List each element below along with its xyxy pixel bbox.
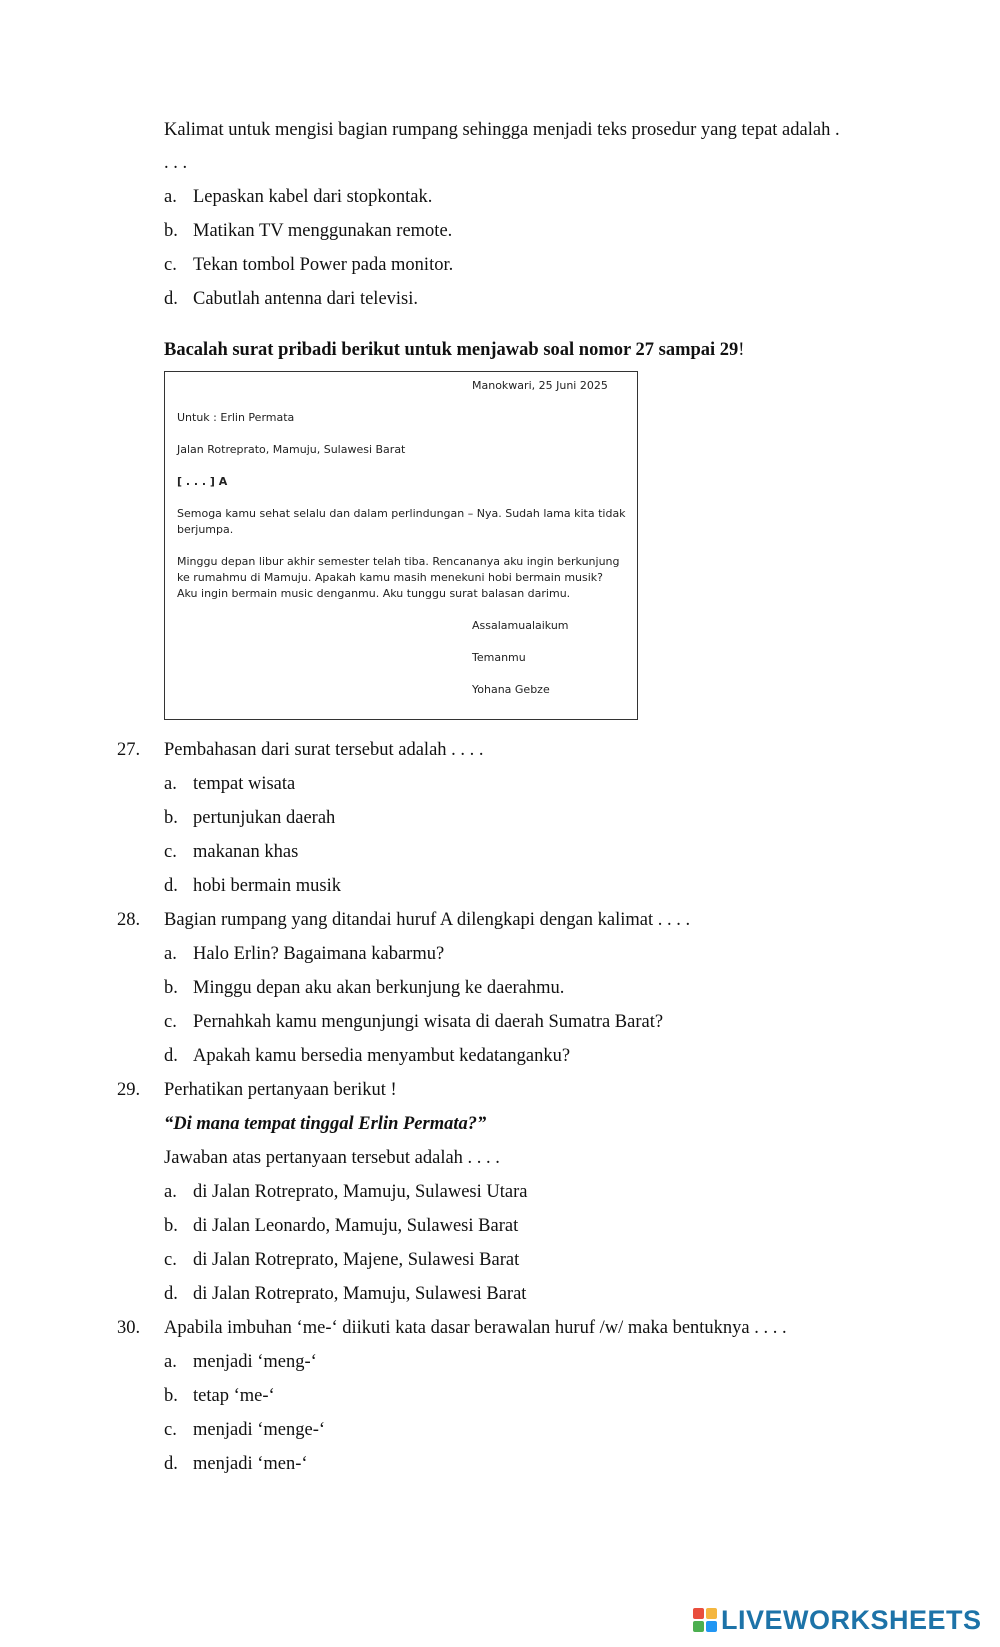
q27-option-b[interactable]: b. pertunjukan daerah: [164, 808, 336, 828]
question-text: Perhatikan pertanyaan berikut !: [164, 1080, 397, 1100]
liveworksheets-wordmark: LIVEWORKSHEETS: [721, 1604, 982, 1635]
q30-option-a[interactable]: a. menjadi ‘meng-‘: [164, 1352, 317, 1372]
q27-option-a[interactable]: a. tempat wisata: [164, 774, 296, 794]
letter-closing: Assalamualaikum: [472, 619, 569, 632]
letter-paragraph-1: Semoga kamu sehat selalu dan dalam perlindungan – Nya. Sudah lama kita tidak berjumpa.: [177, 507, 626, 536]
q29-option-d[interactable]: d. di Jalan Rotreprato, Mamuju, Sulawesi Barat: [164, 1284, 527, 1304]
intro-question-text: Kalimat untuk mengisi bagian rumpang sehingga menjadi teks prosedur yang tepat adalah .: [164, 120, 840, 140]
logo-square: [693, 1621, 704, 1632]
q29-option-c[interactable]: c. di Jalan Rotreprato, Majene, Sulawesi Barat: [164, 1250, 520, 1270]
letter-address: Jalan Rotreprato, Mamuju, Sulawesi Barat: [177, 443, 406, 456]
logo-square: [706, 1621, 717, 1632]
q30-option-d[interactable]: d. menjadi ‘men-‘: [164, 1454, 308, 1474]
question-number: 29.: [117, 1080, 141, 1100]
instruction: Bacalah surat pribadi berikut untuk menjawab soal nomor 27 sampai 29!: [164, 340, 745, 360]
q28-option-a[interactable]: a. Halo Erlin? Bagaimana kabarmu?: [164, 944, 445, 964]
question-number: 27.: [117, 740, 141, 760]
q28-option-d[interactable]: d. Apakah kamu bersedia menyambut kedatanganku?: [164, 1046, 571, 1066]
intro-option-d[interactable]: d. Cabutlah antenna dari televisi.: [164, 289, 419, 309]
logo-square: [693, 1608, 704, 1619]
logo-square: [706, 1608, 717, 1619]
letter-box: [164, 371, 638, 720]
q27-option-c[interactable]: c. makanan khas: [164, 842, 299, 862]
letter-sign-label: Temanmu: [472, 651, 526, 664]
letter-sender: Yohana Gebze: [472, 683, 550, 696]
question-subtext: Jawaban atas pertanyaan tersebut adalah . . . .: [164, 1148, 500, 1168]
liveworksheets-brand[interactable]: [693, 1605, 982, 1635]
intro-option-a[interactable]: a. Lepaskan kabel dari stopkontak.: [164, 187, 433, 207]
intro-question-cont: . . .: [164, 153, 188, 173]
question-text: Pembahasan dari surat tersebut adalah . . . .: [164, 740, 484, 760]
question-quote: “Di mana tempat tinggal Erlin Permata?”: [164, 1114, 487, 1134]
question-number: 30.: [117, 1318, 141, 1338]
question-number: 28.: [117, 910, 141, 930]
question-text: Bagian rumpang yang ditandai huruf A dilengkapi dengan kalimat . . . .: [164, 910, 691, 930]
q29-option-b[interactable]: b. di Jalan Leonardo, Mamuju, Sulawesi Barat: [164, 1216, 519, 1236]
liveworksheets-logo-icon: [693, 1608, 717, 1632]
question-text: Apabila imbuhan ‘me-‘ diikuti kata dasar berawalan huruf /w/ maka bentuknya . . . .: [164, 1318, 787, 1338]
intro-option-c[interactable]: c. Tekan tombol Power pada monitor.: [164, 255, 454, 275]
q30-option-c[interactable]: c. menjadi ‘menge-‘: [164, 1420, 326, 1440]
q28-option-b[interactable]: b. Minggu depan aku akan berkunjung ke daerahmu.: [164, 978, 565, 998]
letter-recipient: Untuk : Erlin Permata: [177, 411, 295, 424]
intro-option-b[interactable]: b. Matikan TV menggunakan remote.: [164, 221, 453, 241]
letter-blank-a: [ . . . ] A: [177, 475, 228, 488]
q28-option-c[interactable]: c. Pernahkah kamu mengunjungi wisata di daerah Sumatra Barat?: [164, 1012, 664, 1032]
letter-date: Manokwari, 25 Juni 2025: [472, 379, 608, 392]
letter-paragraph-2: Minggu depan libur akhir semester telah tiba. Rencananya aku ingin berkunjung ke rumahmu di Mamuju. Apakah kamu masih menekuni hobi bermain musik? Aku ingin bermain music denganmu. Aku tunggu surat balasan darimu.: [177, 555, 620, 600]
q30-option-b[interactable]: b. tetap ‘me-‘: [164, 1386, 275, 1406]
q29-option-a[interactable]: a. di Jalan Rotreprato, Mamuju, Sulawesi Utara: [164, 1182, 528, 1202]
q27-option-d[interactable]: d. hobi bermain musik: [164, 876, 341, 896]
